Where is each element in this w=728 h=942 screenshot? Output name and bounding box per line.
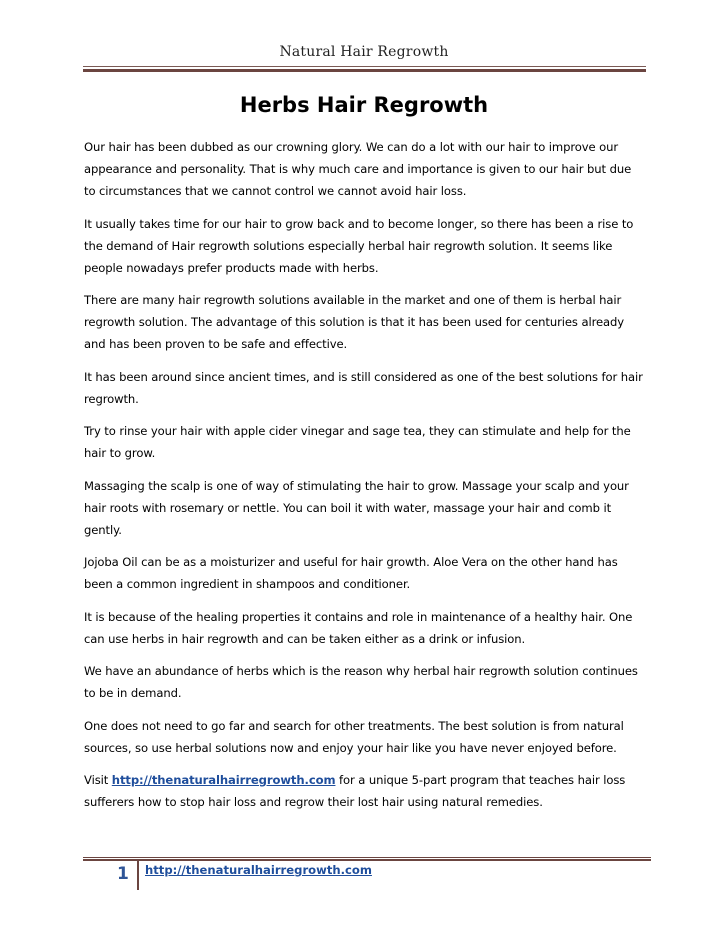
closing-paragraph: [84, 769, 644, 813]
header-rule-thick: [83, 69, 646, 72]
paragraph-1: Our hair has been dubbed as our crowning glory. We can do a lot with our hair to improve our appearance and personality. That is why much care and importance is given to our hair but due to circumstances that we cannot control we cannot avoid hair loss.: [84, 140, 632, 198]
footer-website-link[interactable]: http://thenaturalhairregrowth.com: [145, 863, 372, 877]
paragraph-9: We have an abundance of herbs which is the reason why herbal hair regrowth solution continues to be in demand.: [84, 664, 638, 700]
website-link[interactable]: http://thenaturalhairregrowth.com: [111, 773, 336, 787]
running-header: Natural Hair Regrowth: [279, 44, 449, 60]
page-number: 1: [117, 864, 129, 884]
paragraph-3: There are many hair regrowth solutions available in the market and one of them is herbal hair regrowth solution. The advantage of this solution is that it has been used for centuries already and has been proven to be safe and effective.: [84, 293, 625, 351]
paragraph-8: It is because of the healing properties it contains and role in maintenance of a healthy hair. One can use herbs in hair regrowth and can be taken either as a drink or infusion.: [84, 609, 633, 646]
paragraph-2: It usually takes time for our hair to grow back and to become longer, so there has been a rise to the demand of Hair regrowth solutions especially herbal hair regrowth solution. It seems like people nowadays prefer products made with herbs.: [84, 216, 634, 275]
article-body: [84, 136, 644, 824]
page-title: Herbs Hair Regrowth: [239, 93, 489, 117]
paragraph-7: Jojoba Oil can be as a moisturizer and useful for hair growth. Aloe Vera on the other hand has been a common ingredient in shampoos and conditioner.: [84, 555, 618, 591]
closing-prefix: Visit: [84, 773, 112, 787]
paragraph-5: Try to rinse your hair with apple cider vinegar and sage tea, they can stimulate and help for the hair to grow.: [84, 424, 631, 460]
header-rule-thin: [83, 66, 646, 67]
footer-rule-thick: [83, 859, 651, 861]
paragraph-4: It has been around since ancient times, and is still considered as one of the best solutions for hair regrowth.: [84, 369, 643, 406]
closing-suffix: for a unique 5-part program that teaches hair loss sufferers how to stop hair loss and regrow their lost hair using natural remedies.: [84, 773, 626, 809]
footer-divider: [137, 861, 139, 890]
paragraph-6: Massaging the scalp is one of way of stimulating the hair to grow. Massage your scalp and your hair roots with rosemary or nettle. You can boil it with water, massage your hair and comb it gently.: [84, 478, 629, 537]
paragraph-10: One does not need to go far and search for other treatments. The best solution is from natural sources, so use herbal solutions now and enjoy your hair like you have never enjoyed before.: [84, 718, 624, 755]
footer-rule-thin: [83, 857, 651, 858]
